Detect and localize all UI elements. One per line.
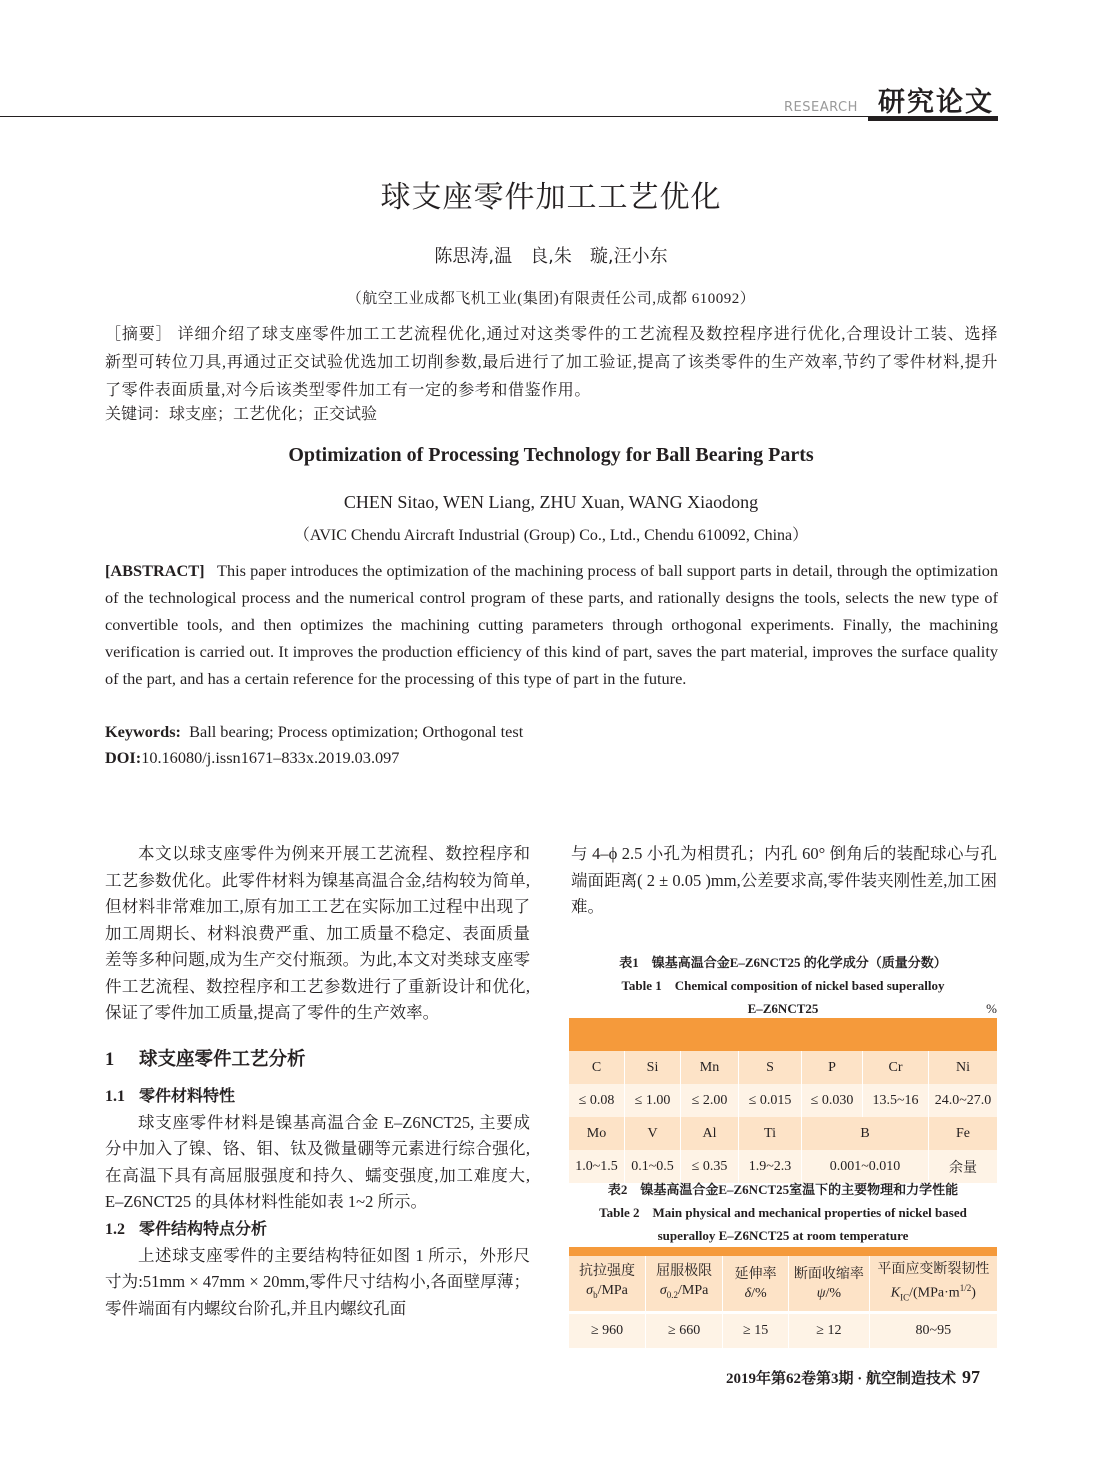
table-1-v2-fe: 余量 xyxy=(929,1150,998,1183)
doi-label: DOI: xyxy=(105,748,142,767)
table-2-v-toughness: 80~95 xyxy=(869,1314,997,1348)
table-1-v2-al: ≤ 0.35 xyxy=(681,1150,739,1183)
header-rule xyxy=(0,116,868,117)
table-1-h2-fe: Fe xyxy=(929,1117,998,1150)
table-2-caption-en-line1: Table 2 Main physical and mechanical properties of nickel based xyxy=(599,1205,967,1220)
abstract-en xyxy=(105,557,998,692)
table-1-value-row-1 xyxy=(569,1084,997,1117)
intro-paragraph: 本文以球支座零件为例来开展工艺流程、数控程序和工艺参数优化。此零件材料为镍基高温合金,结构较为简单,但材料非常难加工,原有加工工艺在实际加工过程中出现了加工周期长、材料浪费严重、加工质量不稳定、表面质量差等多种问题,成为生产交付瓶颈。为此,本文对类球支座零件工艺流程、数控程序和工艺参数进行了重新设计和优化,保证了零件加工质量,提高了零件的生产效率。 xyxy=(105,844,530,1022)
abstract-en-label: [ABSTRACT] xyxy=(105,561,205,580)
table-1-header-row-1 xyxy=(569,1051,997,1084)
section-1-number: 1 xyxy=(105,1049,115,1070)
table-2-h-reduction xyxy=(789,1256,870,1311)
table-1-h1-cr: Cr xyxy=(863,1051,929,1084)
table-1-h1-p: P xyxy=(802,1051,863,1084)
table-1-h2-mo: Mo xyxy=(569,1117,625,1150)
table-1-h2-b: B xyxy=(802,1117,929,1150)
section-1-heading xyxy=(105,1047,530,1073)
table-2-h-reduction-cn: 断面收缩率 xyxy=(793,1266,864,1282)
table-2-h-toughness-cn: 平面应变断裂韧性 xyxy=(877,1261,990,1277)
table-1-v1-si: ≤ 1.00 xyxy=(625,1084,681,1117)
table-1-h2-ti: Ti xyxy=(739,1117,802,1150)
table-2-caption xyxy=(569,1178,997,1247)
table-2-h-tensile-cn: 抗拉强度 xyxy=(579,1264,636,1280)
table-1-caption xyxy=(569,951,997,1020)
section-1-2-title: 零件结构特点分析 xyxy=(139,1218,268,1238)
body-left-column xyxy=(105,841,530,1322)
table-2-caption-cn: 表2 镍基高温合金E–Z6NCT25室温下的主要物理和力学性能 xyxy=(607,1182,959,1197)
footer-journal: 2019年第62卷第3期 · 航空制造技术 xyxy=(725,1371,956,1387)
affiliation-en: （AVIC Chendu Aircraft Industrial (Group) Co., Ltd., Chendu 610092, China） xyxy=(293,527,809,544)
table-1-h1-si: Si xyxy=(625,1051,681,1084)
table-1-caption-en-line1: Table 1 Chemical composition of nickel based superalloy xyxy=(621,978,945,993)
authors-en: CHEN Sitao, WEN Liang, ZHU Xuan, WANG Xiaodong xyxy=(343,492,759,512)
authors-cn: 陈思涛,温 良,朱 璇,汪小东 xyxy=(434,246,668,267)
table-2-h-tensile xyxy=(569,1256,646,1311)
section-1-1-title: 零件材料特性 xyxy=(139,1085,236,1105)
doi xyxy=(105,746,998,770)
keywords-cn-text: 球支座；工艺优化；正交试验 xyxy=(169,406,378,423)
table-1-h2-v: V xyxy=(625,1117,681,1150)
table-1-v1-cr: 13.5~16 xyxy=(863,1084,929,1117)
table-1-h1-ni: Ni xyxy=(929,1051,998,1084)
section-1-1-number: 1.1 xyxy=(105,1087,125,1105)
table-1-unit: % xyxy=(986,1001,997,1016)
section-1-1-paragraph: 球支座零件材料是镍基高温合金 E–Z6NCT25, 主要成分中加入了镍、铬、钼、钛及微量硼等元素进行综合强化,在高温下具有高屈服强度和持久、蠕变强度,加工难度大, E–Z6NCT25 的具体材料性能如表 1~2 所示。 xyxy=(105,1112,530,1211)
page-footer xyxy=(726,1367,980,1388)
affiliation-cn: （航空工业成都飞机工业(集团)有限责任公司,成都 610092） xyxy=(346,291,756,307)
abstract-cn-label: ［摘要］ xyxy=(105,324,173,343)
table-1-top-bar xyxy=(569,1018,997,1051)
table-2-top-bar xyxy=(569,1247,997,1256)
table-2 xyxy=(569,1247,997,1348)
table-2-h-yield xyxy=(646,1256,723,1311)
table-1-header-row-2 xyxy=(569,1117,997,1150)
table-1-v1-s: ≤ 0.015 xyxy=(739,1084,802,1117)
table-1-h1-s: S xyxy=(739,1051,802,1084)
paper-title-cn: 球支座零件加工工艺优化 xyxy=(380,180,722,215)
abstract-cn-text: 详细介绍了球支座零件加工工艺流程优化,通过对这类零件的工艺流程及数控程序进行优化,合理设计工装、选择新型可转位刀具,再通过正交试验优选加工切削参数,最后进行了加工验证,提高了该类零件的生产效率,节约了零件材料,提升了零件表面质量,对今后该类型零件加工有一定的参考和借鉴作用。 xyxy=(105,326,998,399)
table-2-v-reduction: ≥ 12 xyxy=(789,1314,870,1348)
table-1-v2-v: 0.1~0.5 xyxy=(625,1150,681,1183)
table-1-v2-ti: 1.9~2.3 xyxy=(739,1150,802,1183)
table-1-h1-c: C xyxy=(569,1051,625,1084)
keywords-en xyxy=(105,720,998,744)
table-2-h-toughness-unit: $K_{IC}/(MPa\cdot m^{1/2})$ xyxy=(890,1282,976,1303)
keywords-cn xyxy=(105,402,998,427)
table-1-h2-al: Al xyxy=(681,1117,739,1150)
table-1-h1-mn: Mn xyxy=(681,1051,739,1084)
table-2-v-tensile: ≥ 960 xyxy=(569,1314,646,1348)
table-1-top-bar-cell xyxy=(569,1018,997,1051)
abstract-en-text: This paper introduces the optimization of the machining process of ball support parts in detail, through the optimization of the technological process and the numerical control program of these parts, and rationally designs the tools, selects the new type of convertible tools, and then optimizes the machining cutting parameters through orthogonal experiments. Finally, the machining verification is carried out. It improves the production efficiency of this kind of part, saves the part material, improves the surface quality of the part, and has a certain reference for the processing of this type of part in the future. xyxy=(105,561,999,688)
doi-text: 10.16080/j.issn1671–833x.2019.03.097 xyxy=(141,748,400,767)
keywords-cn-label: 关键词： xyxy=(105,404,170,423)
section-1-1-heading xyxy=(105,1083,530,1110)
table-2-h-toughness xyxy=(869,1256,997,1311)
table-1-v2-b: 0.001~0.010 xyxy=(802,1150,929,1183)
table-1 xyxy=(569,1018,997,1183)
table-2-top-bar-cell xyxy=(569,1247,997,1256)
table-2-v-elongation: ≥ 15 xyxy=(723,1314,789,1348)
keywords-en-text: Ball bearing; Process optimization; Orthogonal test xyxy=(189,722,524,741)
abstract-cn xyxy=(105,320,998,405)
section-1-title: 球支座零件工艺分析 xyxy=(139,1048,306,1070)
paper-title-en: Optimization of Processing Technology for Ball Bearing Parts xyxy=(288,444,814,466)
table-1-v2-mo: 1.0~1.5 xyxy=(569,1150,625,1183)
page-number: 97 xyxy=(962,1367,980,1387)
table-2-h-tensile-unit: $\sigma_b$/MPa xyxy=(586,1283,628,1300)
table-1-caption-en-line2: E–Z6NCT25 xyxy=(747,1001,819,1016)
table-2-h-elongation-cn: 延伸率 xyxy=(734,1266,777,1282)
section-1-2-continuation: 与 4–ϕ 2.5 小孔为相贯孔；内孔 60° 倒角后的装配球心与孔端面距离( 2 ± 0.05 )mm,公差要求高,零件装夹刚性差,加工困难。 xyxy=(571,844,997,916)
table-2-value-row xyxy=(569,1314,997,1348)
section-1-2-number: 1.2 xyxy=(105,1220,125,1238)
section-1-2-paragraph: 上述球支座零件的主要结构特征如图 1 所示，外形尺寸为:51mm × 47mm × 20mm,零件尺寸结构小,各面壁厚薄；零件端面有内螺纹台阶孔,并且内螺纹孔面 xyxy=(105,1245,530,1318)
table-2-h-yield-unit: $\sigma_{0.2}$/MPa xyxy=(659,1283,709,1300)
table-1-v1-c: ≤ 0.08 xyxy=(569,1084,625,1117)
table-2-caption-en-line2: superalloy E–Z6NCT25 at room temperature xyxy=(657,1228,909,1243)
table-1-v1-p: ≤ 0.030 xyxy=(802,1084,863,1117)
table-1-v1-mn: ≤ 2.00 xyxy=(681,1084,739,1117)
table-2-h-reduction-unit: ψ/% xyxy=(816,1285,842,1301)
table-1-v1-ni: 24.0~27.0 xyxy=(929,1084,998,1117)
table-2-h-elongation-unit: δ/% xyxy=(744,1285,767,1301)
table-2-h-yield-cn: 屈服极限 xyxy=(656,1264,713,1280)
keywords-en-label: Keywords: xyxy=(105,722,181,741)
table-2-h-elongation xyxy=(723,1256,789,1311)
section-label-en: RESEARCH xyxy=(784,100,858,115)
table-1-caption-cn: 表1 镍基高温合金E–Z6NCT25 的化学成分（质量分数） xyxy=(619,955,947,970)
table-2-v-yield: ≥ 660 xyxy=(646,1314,723,1348)
section-label-cn: 研究论文 xyxy=(878,87,994,117)
body-right-column xyxy=(571,841,997,921)
section-1-2-heading xyxy=(105,1216,530,1243)
table-1-caption-en-line2-row xyxy=(569,997,997,1020)
table-2-header-row xyxy=(569,1256,997,1311)
